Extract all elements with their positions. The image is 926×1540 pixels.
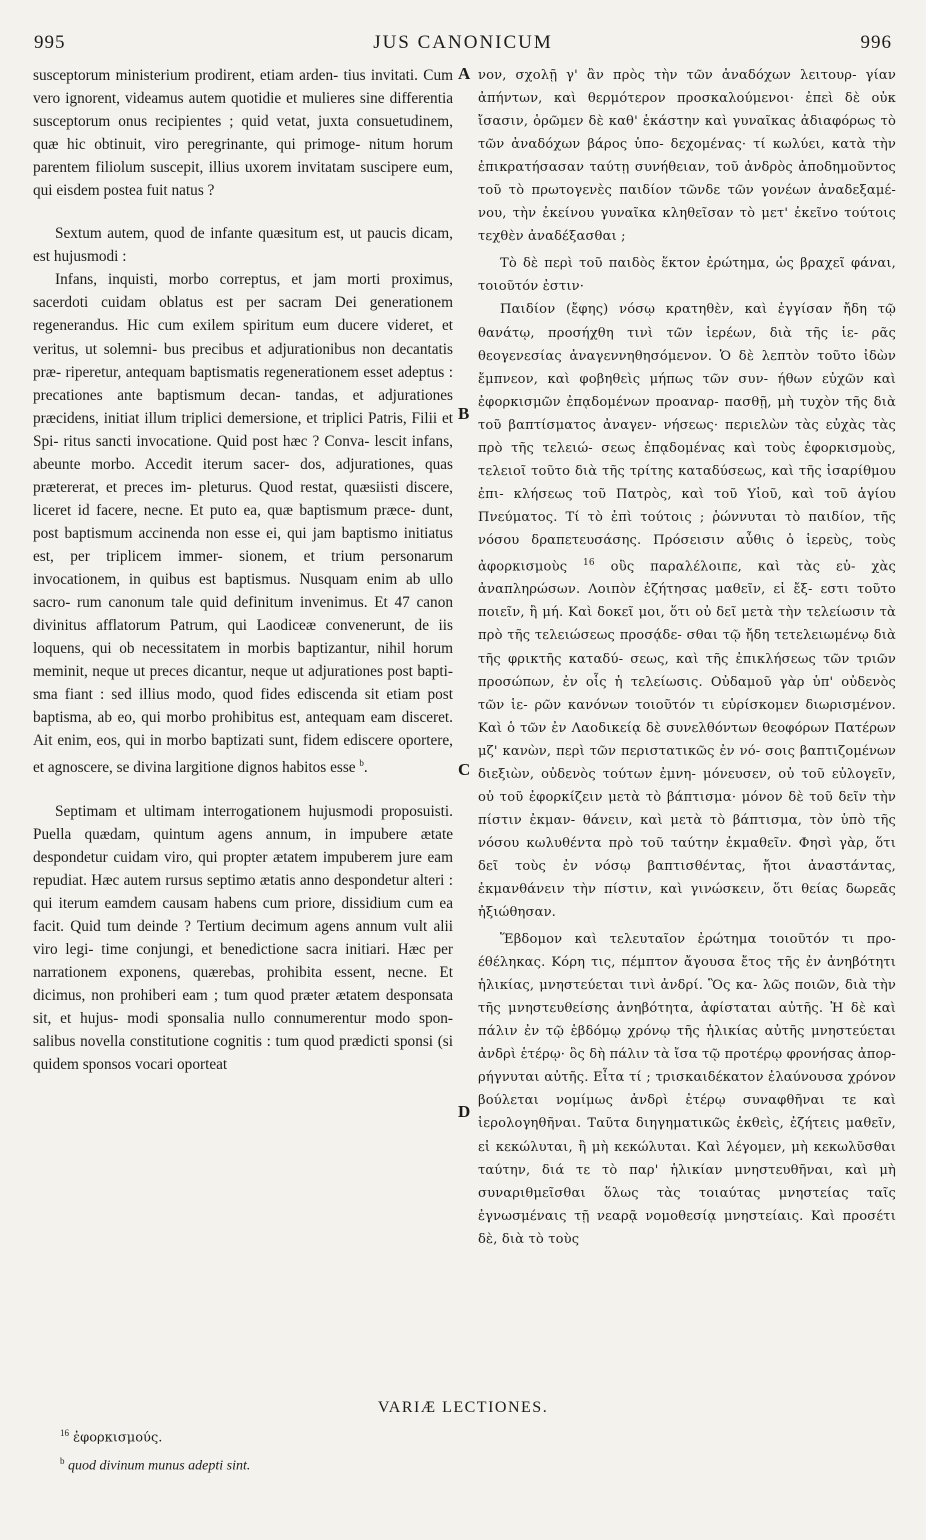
footnote-ref-16: 16 (583, 557, 595, 568)
page-number-right: 996 (860, 32, 892, 53)
footnote-text: quod divinum munus adepti sint. (64, 1458, 251, 1474)
greek-paragraph-1: νον, σχολῇ γ' ἂν πρὸς τὴν τῶν ἀναδόχων λειτουρ- γίαν ἀπήντων, καὶ θερμότερον προσκαλούμενοι· ἐπεὶ δὲ οὐκ ἴσασιν, ὁρῶμεν δὲ καθ' ἑκάστην καὶ γυναῖκας ἀδιαφόρως τὸ τῶν ἀναδόχων βάρος ὑπο- δεχομένας· τί κωλύει, κατὰ τὴν ἐπικρατήσασαν ταύτῃ συνήθειαν, τοῦ ἀνδρὸς ἀποδημοῦντος τοῦ τὸ πρωτογενὲς παιδίον τῶνδε τῶν γονέων ἀναδεξαμέ- νου, τὴν ἐκείνου γυναῖκα κληθεῖσαν τὸ μετ' ἐκεῖνο τούτοις τεχθὲν ἀναδέξασθαι ; (478, 68, 896, 245)
greek-paragraph-3-text: Παιδίον (ἔφης) νόσῳ κρατηθὲν, καὶ ἐγγίσαν ἤδη τῷ θανάτῳ, προσήχθη τινὶ τῶν ἱερέων, διὰ τῆς ἱε- ρᾶς θεογενεσίας ἀναγεννηθησόμενον. Ὁ δὲ λεπτὸν τοῦτο ἰδὼν ἔμπνεον, καὶ φοβηθεὶς μήπως τῶν συν- ήθων εὐχῶν καὶ ἐφορκισμῶν ἐπᾳδομένων προαναρ- πασθῇ, μὴ τυχὸν τῆς διὰ τοῦ βαπτίσματος ἀναγεν- νήσεως· περιελὼν τὰς εὐχὰς τὰς πρὸ τῆς τελειώ- σεως ἐπᾳδομένας καὶ τοὺς ἐφορκισμοὺς, τελειοῖ τοῦτο διὰ τῆς τρίτης καταδύσεως, καὶ τῆς ἰσαρίθμου ἐπι- κλήσεως τοῦ Πατρὸς, καὶ τοῦ Υἱοῦ, καὶ τοῦ ἁγίου Πνεύματος. Τί τὸ ἐπὶ τούτοις ; ῥώννυται τὸ παιδίον, τῆς νόσου δραπετευσάσης. Πρόσεισιν αὖθις ὁ ἱερεὺς, τοὺς ἀφορκισμοὺς (478, 302, 896, 575)
latin-paragraph-3: Infans, inquisti, morbo correptus, et jam morti proximus, sacerdoti cuidam oblatus est per sacram Dei generationem regenerandus. Hic cum exilem spiritum eum ducere videret, et veritus, ut solemni- bus precibus et adjurationibus non decantatis præ- riperetur, antequam baptismatis regenerationem esset adeptus : precationes ante baptismum decan- tandas, et adjurationes præcidens, initiat illum triplici demersione, et triplici Patris, Filii et Spi- ritus sancti invocatione. Quid post hæc ? Conva- lescit infans, abeunte morbo. Accedit iterum sacer- dos, adjurationes, quas prætererat, et preces im- pleturus. Quod restat, quæsiisti discere, liceret id facere, necne. Et puto ea, quæ baptismum præce- dunt, post baptismum accinenda non esse ei, qui jam baptismo initiatus est, per triplicem immer- sionem, et trium personarum invocationem, in quibus est baptismus. Nusquam enim ab ullo sacro- rum canonum tale quid definitum invenimus. Et 47 canon divinitus afflatorum Patrum, qui Laodiceæ convenerunt, de iis loquens, qui ob necessitatem in morbis baptizantur, nihil horum meminit, neque ut preces dicantur, neque ut adjurationes post bapti- sma fiant : sed illius modo, quod fides ediscenda sit etiam post baptisma, ab eo, qui morbo prohibitus est, antequam eam disceret. Ait enim, eos, qui in morbo baptizati sunt, fidem ediscere oportere, et agnoscere, se divina largitione dignos habitos esse $^b$. (33, 271, 453, 777)
latin-paragraph-3-text: Infans, inquisti, morbo correptus, et jam morti proximus, sacerdoti cuidam oblatus est per sacram Dei generationem regenerandus. Hic cum exilem spiritum eum ducere videret, et veritus, ut solemni- bus precibus et adjurationibus non decantatis præ- riperetur, antequam baptismatis regenerationem esset adeptus : precationes ante baptismum decan- tandas, et adjurationes præcidens, initiat illum triplici demersione, et triplici Patris, Filii et Spi- ritus sancti invocatione. Quid post hæc ? Conva- lescit infans, abeunte morbo. Accedit iterum sacer- dos, adjurationes, quas prætererat, et preces im- pleturus. Quod restat, quæsiisti discere, liceret id facere, necne. Et puto ea, quæ baptismum præce- dunt, post baptismum accinenda non esse ei, qui jam baptismo initiatus est, per triplicem immer- sionem, et trium personarum invocationem, in quibus est baptismus. Nusquam enim ab ullo sacro- rum canonum tale quid definitum invenimus. Et 47 canon divinitus afflatorum Patrum, qui Laodiceæ convenerunt, de iis loquens, qui ob necessitatem in morbis baptizantur, nihil horum meminit, neque ut preces dicantur, neque ut adjurationes post bapti- sma fiant : sed illius modo, quod fides ediscenda sit etiam post baptisma, ab eo, qui morbo prohibitus est, antequam eam disceret. Ait enim, eos, qui in morbo baptizati sunt, fidem ediscere oportere, et agnoscere, se divina largitione dignos habitos esse (33, 271, 453, 777)
greek-paragraph-3-text-cont: οὓς παραλέλοιπε, καὶ τὰς εὐ- χὰς ἀναπληρώσων. Λοιπὸν ἐζήτησας μαθεῖν, εἰ ἔξ- εστι τοῦτο ποιεῖν, ἢ μή. Καὶ δοκεῖ μοι, ὅτι οὐ δεῖ μετὰ τὴν τελείωσιν τὰ πρὸ τῆς τελειώσεως προσᾴδε- σθαι τῷ ἤδη τετελειωμένῳ διὰ τῆς φρικτῆς καταδύ- σεως, καὶ τῆς ἐπικλήσεως τῶν τριῶν προσώπων, ἐν οἷς ἡ τελείωσις. Οὐδαμοῦ γὰρ ὑπ' οὐδενὸς τῶν ἱε- ρῶν κανόνων τοιοῦτόν τι εὑρίσκομεν διωρισμένον. Καὶ ὁ τῶν ἐν Λαοδικείᾳ δὲ συνελθόντων θεοφόρων Πατέρων μζ' κανὼν, περὶ τῶν περιστατικῶς ἐν νό- σοις βαπτιζομένων διεξιὼν, οὐδενὸς τούτων ἐμνη- μόνευσεν, οὐ τοῦ εὐλογεῖν, οὐ τοῦ ἐφορκίζειν μετὰ τὸ βάπτισμα· μόνον δὲ τοῦ δεῖν τὴν πίστιν ἐκμαν- θάνειν, καὶ μετὰ τὸ βάπτισμα, τὸν ὑπὸ τῆς νόσου κωλυθέντα πρὸ τοῦ ταύτην ἐκμαθεῖν. Φησὶ γὰρ, ὅτι δεῖ τοὺς ἐν νόσῳ βαπτισθέντας, ἤτοι ἀναστάντας, ἐκμανθάνειν τὴν πίστιν, καὶ γινώσκειν, ὅτι θείας δωρεᾶς ἠξιώθησαν. (478, 559, 896, 921)
footnote-16 (60, 1422, 880, 1450)
footnotes (60, 1422, 880, 1477)
greek-column (478, 64, 896, 1251)
latin-paragraph-4: Septimam et ultimam interrogationem hujusmodi proposuisti. Puella quædam, quintum agens annum, in impubere ætate despondetur cuidam viro, qui propter ætatem impuberem jure eam repudiat. Hæc autem rursus septimo ætatis anno despondetur alteri : qui iterum eamdem causam habens cum priore, dissidium cum ea facit. Quid tum deinde ? Tertium decimum agens annum vult alii viro legi- time conjungi, et benedictione sacra initiari. Hæc per narrationem exponens, quærebas, prohibita essent, necne. Et dicimus, non prohiberi eam ; tum quod præter ætatem desponsata sit, et hujus- modi sponsalia nullo connumerentur modo spon- salibus novella constitutione cognitis : tum quod prædicti sponsi (si quidem sponsos vocari oporteat (33, 802, 453, 1074)
page-header (30, 32, 896, 56)
page-number-left: 995 (34, 32, 66, 53)
margin-marker-a: A (458, 64, 471, 83)
footnote-mark: b (60, 1455, 65, 1466)
footnote-text: ἐφορκισμούς. (69, 1430, 163, 1446)
running-title: JUS CANONICUM (373, 32, 553, 53)
latin-paragraph-1: susceptorum ministerium prodirent, etiam arden- tius invitati. Cum vero ignorent, videamus autem quotidie et mulieres sine differentia susceptorum onus recipientes ; quid vetat, juxta consuetudinem, quæ hic obtinuit, viro peregrinante, qui primoge- nitum horum parentem filiolum suscepit, illius uxorem invitatam suscipere eum, qui eisdem postea fuit natus ? (33, 67, 453, 200)
footnote-mark: 16 (60, 1428, 69, 1438)
latin-column (33, 64, 453, 1076)
footnote-b (60, 1450, 880, 1478)
latin-paragraph-2: Sextum autem, quod de infante quæsitum est, ut paucis dicam, est hujusmodi : (33, 225, 453, 266)
footnote-ref-b: b (359, 758, 364, 769)
greek-paragraph-3 (478, 298, 896, 924)
margin-marker-d: D (458, 1102, 471, 1121)
margin-marker-c: C (458, 760, 471, 779)
margin-marker-b: B (458, 404, 470, 423)
greek-paragraph-4: Ἕβδομον καὶ τελευταῖον ἐρώτημα τοιοῦτόν τι προ- έθέληκας. Κόρη τις, πέμπτον ἄγουσα ἔτος τῆς ἐν ἀνηβότητι ἡλικίας, μνηστεύεται τινὶ ἀνδρί. Ὃς κα- λῶς ποιῶν, διὰ τὴν τῆς μνηστευθείσης ἀνηβότητα, ἀφίσταται αὐτῆς. Ἡ δὲ καὶ πάλιν ἐν τῷ ἑβδόμῳ χρόνῳ τῆς ἡλικίας αὐτῆς μνηστεύεται ἀνδρὶ ἑτέρῳ· ὃς δὴ πάλιν τὰ ἴσα τῷ προτέρῳ φρονήσας ἀπορ- ρήγνυται αὐτῆς. Εἶτα τί ; τρισκαιδέκατον ἐλαύνουσα χρόνον βούλεται νομίμως ἀνδρὶ ἑτέρῳ συναφθῆναι τε καὶ ἱερολογηθῆναι. Ταῦτα διηγηματικῶς ἐκθεὶς, ἐζήτεις μαθεῖν, εἰ κεκώλυται, ἢ μὴ κεκώλυται. Καὶ λέγομεν, μὴ κεκωλῦσθαι ταύτην, διά τε τὸ παρ' ἡλικίαν μνηστευθῆναι, καὶ μὴ συναριθμεῖσθαι ὅλως τὰς τοιαύτας μνηστείας ταῖς ἐγνωσμέναις τῇ νεαρᾷ νομοθεσίᾳ μνηστείαις. Καὶ προσέτι δὲ, διὰ τὸ τοὺς (478, 932, 896, 1247)
greek-paragraph-2: Τὸ δὲ περὶ τοῦ παιδὸς ἕκτον ἐρώτημα, ὡς βραχεῖ φάναι, τοιοῦτόν ἐστιν· (478, 256, 896, 295)
variae-lectiones-heading: VARIÆ LECTIONES. (377, 1399, 549, 1416)
